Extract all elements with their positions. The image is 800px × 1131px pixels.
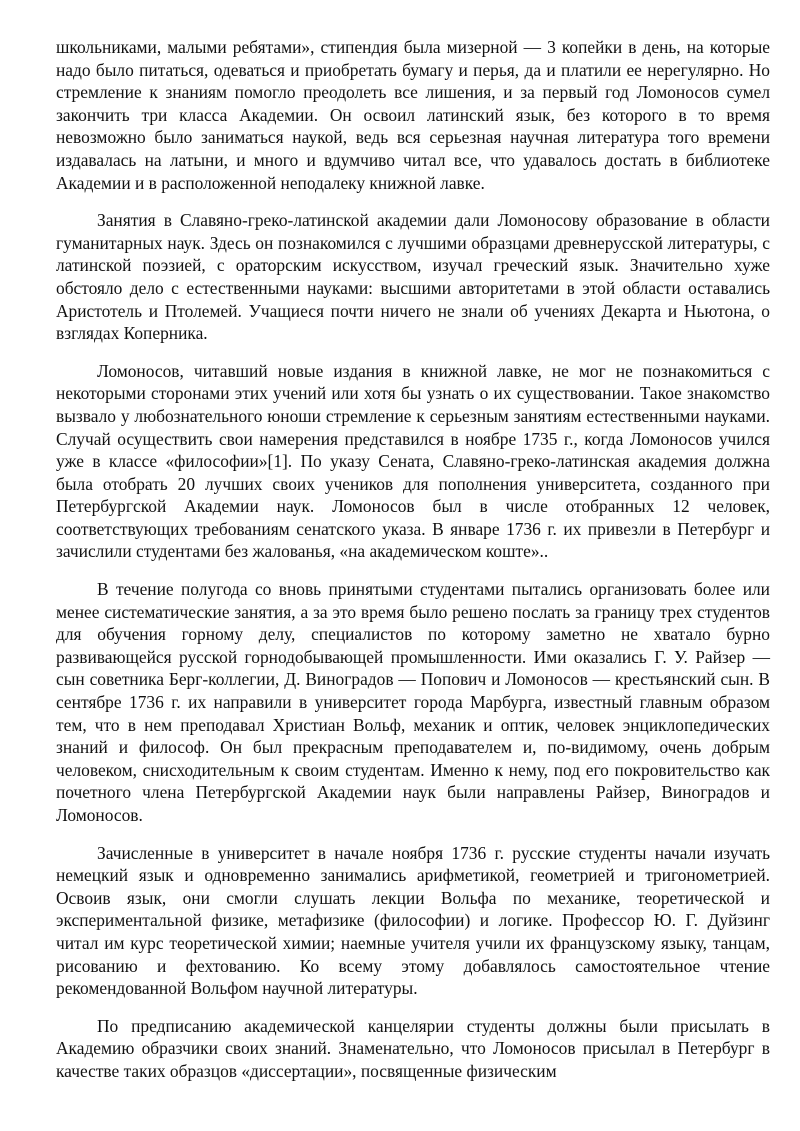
paragraph-1: школьниками, малыми ребятами», стипендия была мизерной — 3 копейки в день, на которые надо было питаться, одеваться и приобретать бумагу и перья, да и платили ее нерегулярно. Но стремление к знаниям помогло преодолеть все лишения, и за первый год Ломоносов сумел закончить три класса Академии. Он освоил латинский язык, без которого в то время невозможно было заниматься наукой, ведь вся серьезная научная литература того времени издавалась на латыни, и много и вдумчиво читал все, что удавалось достать в библиотеке Академии и в расположенной неподалеку книжной лавке. [56, 37, 770, 193]
paragraph-5: Зачисленные в университет в начале ноября 1736 г. русские студенты начали изучать немецкий язык и одновременно занимались арифметикой, геометрией и тригонометрией. Освоив язык, они смогли слушать лекции Вольфа по механике, теоретической и экспериментальной физике, метафизике (философии) и логике. Профессор Ю. Г. Дуйзинг читал им курс теоретической химии; наемные учителя учили их французскому языку, танцам, рисованию и фехтованию. Ко всему этому добавлялось самостоятельное чтение рекомендованной Вольфом научной литературы. [56, 842, 770, 999]
paragraph-2: Занятия в Славяно-греко-латинской академии дали Ломоносову образование в области гуманитарных наук. Здесь он познакомился с лучшими образцами древнерусской литературы, с латинской поэзией, с ораторским искусством, изучал греческий язык. Значительно хуже обстояло дело с естественными науками: высшими авторитетами в этой области оставались Аристотель и Птолемей. Учащиеся почти ничего не знали об учениях Декарта и Ньютона, о взглядах Коперника. [56, 210, 770, 344]
paragraph-3: Ломоносов, читавший новые издания в книжной лавке, не мог не познакомиться с некоторыми сторонами этих учений или хотя бы узнать о их существовании. Такое знакомство вызвало у любознательного юноши стремление к серьезным занятиям естественными науками. Случай осуществить свои намерения представился в ноябре 1735 г., когда Ломоносов учился уже в классе «философии»[1]. По указу Сената, Славяно-греко-латинская академия должна была отобрать 20 лучших своих учеников для пополнения университета, созданного при Петербургской Академии наук. Ломоносов был в числе отобранных 12 человек, соответствующих требованиям сенатского указа. В январе 1736 г. их привезли в Петербург и зачислили студентами без жалованья, «на академическом коште».. [56, 360, 770, 562]
paragraph-6: По предписанию академической канцелярии студенты должны были присылать в Академию образчики своих знаний. Знаменательно, что Ломоносов присылал в Петербург в качестве таких образцов «диссертации», посвященные физическим [56, 1015, 770, 1081]
paragraph-4: В течение полугода со вновь принятыми студентами пытались организовать более или менее систематические занятия, а за это время было решено послать за границу трех студентов для обучения горному делу, специалистов по которому заметно не хватало бурно развивающейся русской горнодобывающей промышленности. Ими оказались Г. У. Райзер — сын советника Берг-коллегии, Д. Виноградов — Попович и Ломоносов — крестьянский сын. В сентябре 1736 г. их направили в университет города Марбурга, известный главным образом тем, что в нем преподавал Христиан Вольф, механик и оптик, человек энциклопедических знаний и философ. Он был прекрасным преподавателем и, по-видимому, очень добрым человеком, снисходительным к своим студентам. Именно к нему, под его покровительство как почетного члена Петербургской Академии наук были направлены Райзер, Виноградов и Ломоносов. [56, 579, 770, 825]
